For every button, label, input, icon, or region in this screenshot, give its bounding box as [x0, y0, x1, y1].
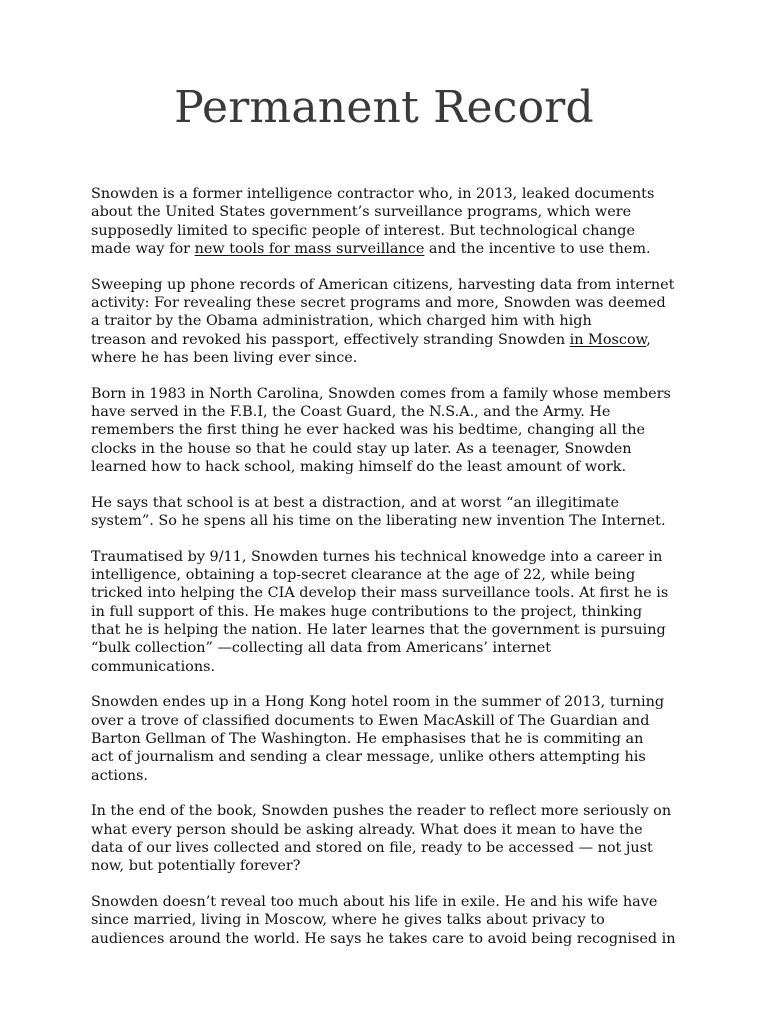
text-line: [91, 494, 681, 512]
text-line: [91, 802, 681, 820]
text-segment: now, but potentially forever?: [91, 858, 301, 875]
text-segment: clocks in the house so that he could stay up later. As a teenager, Snowden: [91, 440, 632, 457]
text-segment: Born in 1983 in North Carolina, Snowden comes from a family whose members: [91, 385, 671, 402]
text-segment: supposedly limited to specific people of interest. But technological change: [91, 222, 636, 239]
text-line: [91, 767, 681, 785]
text-segment: act of journalism and sending a clear message, unlike others attempting his: [91, 749, 646, 766]
text-line: [91, 185, 681, 203]
text-line: [91, 222, 681, 240]
paragraph-5: [91, 548, 681, 676]
text-segment: “bulk collection” —collecting all data from Americans’ internet: [91, 640, 552, 657]
text-segment: since married, living in Moscow, where he gives talks about privacy to: [91, 912, 605, 929]
text-segment: and the incentive to use them.: [424, 240, 651, 257]
text-segment: In the end of the book, Snowden pushes the reader to reflect more seriously on: [91, 803, 672, 820]
text-segment: made way for: [91, 240, 195, 257]
text-segment: audiences around the world. He says he takes care to avoid being recognised in: [91, 930, 676, 947]
text-segment: data of our lives collected and stored on file, ready to be accessed — not just: [91, 839, 653, 856]
text-segment: Traumatised by 9/11, Snowden turnes his technical knowedge into a career in: [91, 548, 663, 565]
paragraph-8: [91, 893, 681, 948]
text-segment: Sweeping up phone records of American citizens, harvesting data from internet: [91, 276, 675, 293]
text-line: [91, 857, 681, 875]
text-line: [91, 639, 681, 657]
text-segment: actions.: [91, 767, 148, 784]
text-line: [91, 403, 681, 421]
text-line: [91, 658, 681, 676]
text-segment: Snowden doesn’t reveal too much about his life in exile. He and his wife have: [91, 894, 658, 910]
text-line: [91, 203, 681, 221]
text-line: [91, 312, 681, 330]
text-line: [91, 911, 681, 929]
paragraph-7: [91, 802, 681, 875]
text-segment: a traitor by the Obama administration, which charged him with high: [91, 313, 592, 330]
text-segment: that he is helping the nation. He later learnes that the government is pursuing: [91, 621, 666, 638]
text-segment: ,: [646, 331, 651, 348]
text-segment: what every person should be asking already. What does it mean to have the: [91, 821, 643, 838]
text-segment: Snowden endes up in a Hong Kong hotel room in the summer of 2013, turning: [91, 694, 665, 711]
text-line: [91, 730, 681, 748]
text-line: [91, 294, 681, 312]
text-line: [91, 893, 681, 911]
text-line: [91, 566, 681, 584]
text-segment: communications.: [91, 658, 216, 675]
text-segment: in full support of this. He makes huge contributions to the project, thinking: [91, 603, 643, 620]
text-line: [91, 421, 681, 439]
text-line: [91, 548, 681, 566]
text-line: [91, 839, 681, 857]
text-segment: Barton Gellman of The Washington. He emphasises that he is commiting an: [91, 730, 644, 747]
document-body: [91, 185, 681, 965]
text-line: [91, 748, 681, 766]
text-segment: activity: For revealing these secret programs and more, Snowden was deemed: [91, 294, 666, 311]
text-segment: learned how to hack school, making himself do the least amount of work.: [91, 458, 627, 475]
document-title: Permanent Record: [174, 82, 594, 133]
text-line: [91, 512, 681, 530]
text-segment: tricked into helping the CIA develop their mass surveillance tools. At first he is: [91, 585, 669, 602]
text-line: [91, 331, 681, 349]
text-line: [91, 930, 681, 948]
text-line: [91, 385, 681, 403]
text-segment: remembers the first thing he ever hacked was his bedtime, changing all the: [91, 422, 646, 439]
text-line: [91, 240, 681, 258]
text-line: [91, 349, 681, 367]
paragraph-6: [91, 693, 681, 784]
text-line: [91, 621, 681, 639]
text-segment: where he has been living ever since.: [91, 349, 358, 366]
text-line: [91, 693, 681, 711]
text-segment: Snowden is a former intelligence contractor who, in 2013, leaked documents: [91, 186, 655, 202]
paragraph-1: [91, 185, 681, 258]
text-segment: treason and revoked his passport, effectively stranding Snowden: [91, 331, 570, 348]
text-line: [91, 821, 681, 839]
text-segment: system”. So he spens all his time on the liberating new invention The Internet.: [91, 512, 666, 529]
text-line: [91, 276, 681, 294]
text-segment: He says that school is at best a distraction, and at worst “an illegitimate: [91, 494, 619, 511]
text-segment: over a trove of classified documents to Ewen MacAskill of The Guardian and: [91, 712, 650, 729]
text-segment: have served in the F.B.I, the Coast Guard, the N.S.A., and the Army. He: [91, 403, 611, 420]
text-segment: intelligence, obtaining a top-secret clearance at the age of 22, while being: [91, 567, 636, 584]
text-segment: about the United States government’s surveillance programs, which were: [91, 204, 632, 221]
paragraph-3: [91, 385, 681, 476]
text-line: [91, 458, 681, 476]
inline-link[interactable]: new tools for mass surveillance: [194, 240, 425, 257]
paragraph-4: [91, 494, 681, 531]
text-line: [91, 603, 681, 621]
text-line: [91, 440, 681, 458]
paragraph-2: [91, 276, 681, 367]
inline-link[interactable]: in Moscow: [569, 331, 647, 348]
text-line: [91, 712, 681, 730]
text-line: [91, 584, 681, 602]
